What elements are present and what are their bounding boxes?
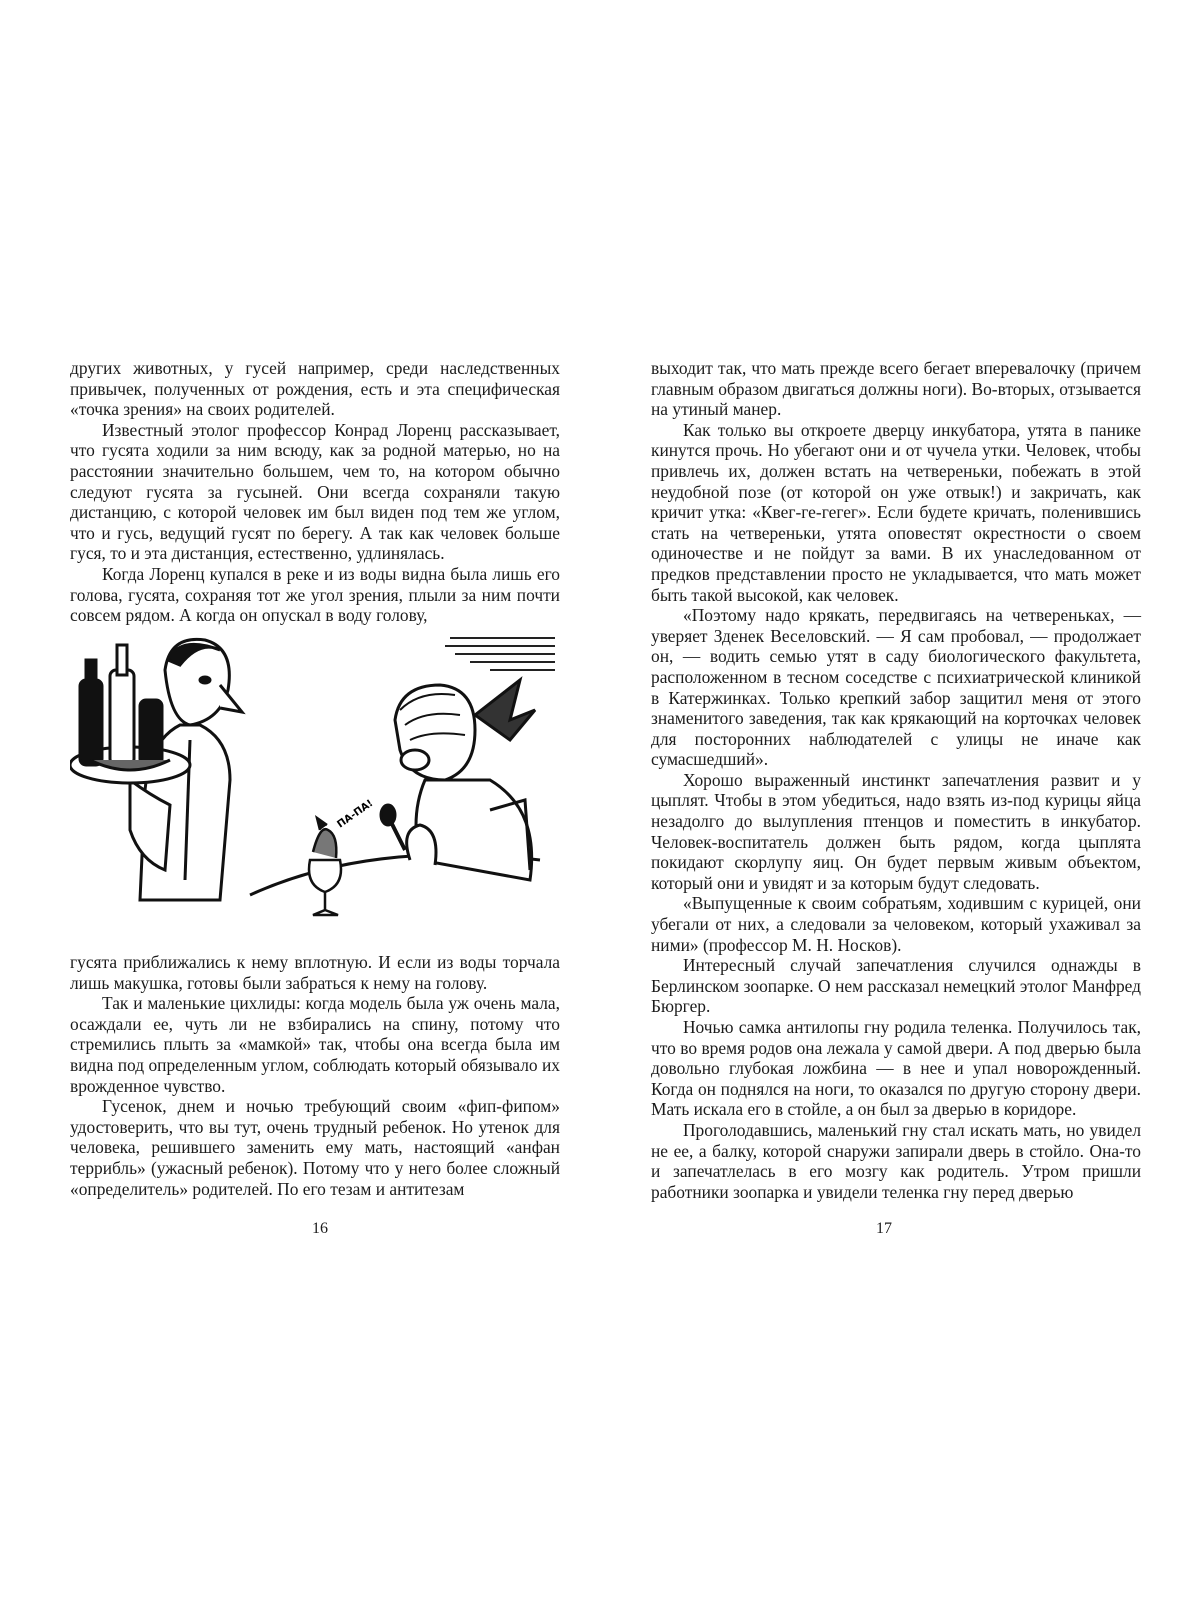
paragraph: «Выпущенные к своим собратьям, ходившим с курицей, они убегали от них, а следовали за человеком, который ухаживал за ними» (профессор М. Н. Носков).: [651, 893, 1141, 955]
paragraph: Интересный случай запечатления случился однажды в Берлинском зоопарке. О нем рассказал немецкий этолог Манфред Бюргер.: [651, 955, 1141, 1017]
paragraph: Когда Лоренц купался в реке и из воды видна была лишь его голова, гусята, сохраняя тот же угол зрения, плыли за ним почти совсем рядом. А когда он опускал в воду голову,: [70, 563, 560, 626]
page-number: 17: [876, 1220, 892, 1237]
paragraph: Хорошо выраженный инстинкт запечатления развит и у цыплят. Чтобы в этом убедиться, надо взять из-под курицы яйца незадолго до вылупления птенцов и поместить в инкубатор. Человек-воспитатель должен быть рядом, когда цыплята покидают скорлупу яиц. Он будет первым живым объектом, который они и увидят и за которым будут следовать.: [651, 769, 1141, 893]
paragraph: Известный этолог профессор Конрад Лоренц рассказывает, что гусята ходили за ним всюду, как за родной матерью, но на расстоянии значительно большем, чем то, на котором обычно следуют гусята за гусыней. Они всегда сохраняли такую дистанцию, с которой человек им был виден под тем же углом, что и гусь, ведущий гусят по берегу. А так как человек больше гуся, то и эта дистанция, естественно, удлинялась.: [70, 419, 560, 564]
seated-man-figure: [381, 680, 535, 880]
right-page: [600, 0, 1200, 1600]
page-number: 16: [312, 1220, 328, 1237]
speech-text: ПА-ПА!: [335, 797, 376, 831]
paragraph: других животных, у гусей например, среди наследственных привычек, полученных от рождения, есть и эта специфическая «точка зрения» на своих родителей.: [70, 358, 560, 420]
right-page-text: [651, 358, 1141, 1202]
paragraph: «Поэтому надо крякать, передвигаясь на четвереньках, — уверяет Зденек Веселовский. — Я сам пробовал, — продолжает он, — водить семью утят в саду биологического факультета, расположенном в тесном соседстве с психиатрической клиникой в Катержинках. Только крепкий забор защитил меня от этого знаменитого заведения, так как крякающий на корточках человек для посторонних наблюдателей с улицы не иначе как сумасшедший».: [651, 605, 1141, 770]
cartoon-drawing: [70, 630, 560, 935]
left-page-bottom-text: [70, 952, 560, 1199]
paragraph: выходит так, что мать прежде всего бегает вперевалочку (причем главным образом двигаться должны ноги). Во-вторых, отзывается на утиный манер.: [651, 358, 1141, 420]
left-page-top-text: [70, 358, 560, 626]
paragraph: Так и маленькие цихлиды: когда модель была уж очень мала, осаждали ее, чуть ли не взбирались на спину, потому что стремились плыть за «мамкой» так, чтобы она всегда была им видна под определенным углом, соблюдать который обязывало их врожденное чувство.: [70, 993, 560, 1096]
cartoon-illustration: [70, 630, 560, 935]
paragraph: Как только вы откроете дверцу инкубатора, утята в панике кинутся прочь. Но убегают они и от чучела утки. Человек, чтобы привлечь их, должен встать на четвереньки, побежать в этой неудобной позе (от которой он уже отвык!) и закричать, как кричит утка: «Квег-ге-гегег». Если будете кричать, поленившись стать на четвереньки, утята оповестят окрестности о своем одиночестве и не пойдут за вами. В их унаследованном от предков представлении просто не укладывается, что мать может быть такой высокой, как человек.: [651, 419, 1141, 605]
paragraph: Ночью самка антилопы гну родила теленка. Получилось так, что во время родов она лежала у самой двери. А под дверью была довольно глубокая ложбина — в нее и упал новорожденный. Когда он поднялся на ноги, то оказался по другую сторону двери. Мать искала его в стойле, а он был за дверью в коридоре.: [651, 1017, 1141, 1120]
paragraph: гусята приближались к нему вплотную. И если из воды торчала лишь макушка, готовы были забраться к нему на голову.: [70, 952, 560, 993]
chick-in-eggcup: [309, 818, 341, 915]
paragraph: Проголодавшись, маленький гну стал искать мать, но увидел не ее, а балку, которой снаружи запирали дверь в стойло. Она-то и запечатлелась в его мозгу как родитель. Утром пришли работники зоопарка и увидели теленка гну перед дверью: [651, 1119, 1141, 1202]
hatch-background: [445, 638, 555, 670]
paragraph: Гусенок, днем и ночью требующий своим «фип-фипом» удостоверить, что вы тут, очень трудный ребенок. Но утенок для человека, решившего заменить ему мать, настоящий «анфан террибль» (ужасный ребенок). Потому что у него более сложный «определитель» родителей. По его тезам и антитезам: [70, 1096, 560, 1199]
